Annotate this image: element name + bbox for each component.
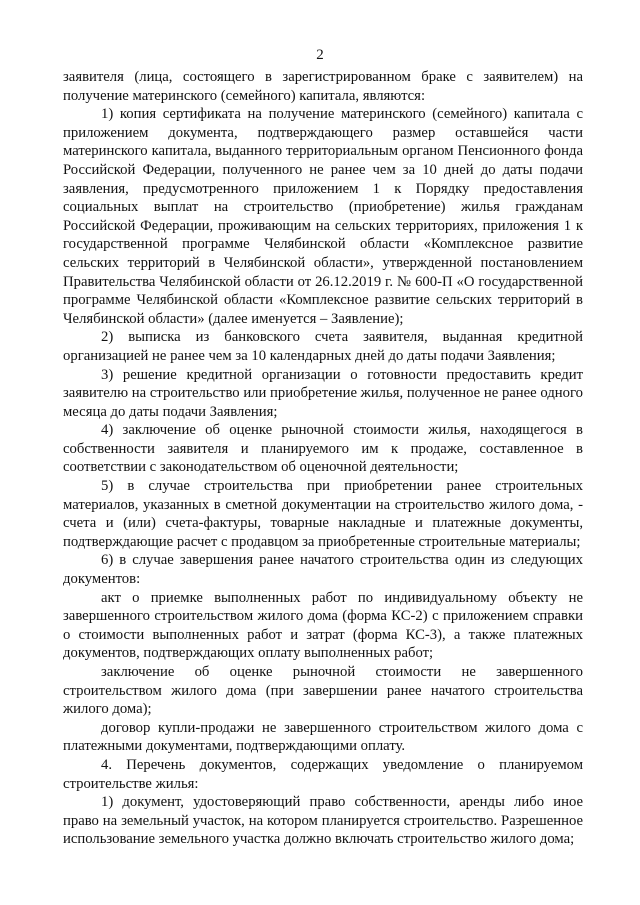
section-4-heading: 4. Перечень документов, содержащих уведомление о планируемом строительстве жилья: (63, 756, 583, 792)
sub-item-acceptance-act: акт о приемке выполненных работ по индивидуальному объекту не завершенного строительством жилого дома (форма КС-2) с приложением справки о стоимости выполненных работ и затрат (форма КС-3), а также платежных документов, подтверждающих оплату выполненных работ; (63, 589, 583, 662)
document-body (63, 68, 583, 849)
list-item-3-credit-decision: 3) решение кредитной организации о готовности предоставить кредит заявителю на строительство или приобретение жилья, полученное не ранее одного месяца до даты подачи Заявления; (63, 366, 583, 420)
section-4-item-1-land-rights: 1) документ, удостоверяющий право собственности, аренды либо иное право на земельный участок, на котором планируется строительство. Разрешенное использование земельного участка должно включать строительство жилого дома; (63, 794, 583, 848)
list-item-1-certificate-copy: 1) копия сертификата на получение материнского (семейного) капитала с приложением документа, подтверждающего размер оставшейся части материнского капитала, выданного территориальным органом Пенсионного фонда Российской Федерации, полученного не ранее чем за 10 дней до даты подачи заявления, предусмотренного приложением 1 к Порядку предоставления социальных выплат на строительство (приобретение) жилья гражданам Российской Федерации, проживающим на сельских территориях, приложения 1 к государственной программе Челябинской области «Комплексное развитие сельских территорий в Челябинской области», утвержденной постановлением Правительства Челябинской области от 26.12.2019 г. № 600-П «О государственной программе Челябинской области «Комплексное развитие сельских территорий в Челябинской области» (далее именуется – Заявление); (63, 106, 583, 327)
page-number: 2 (316, 47, 324, 63)
list-item-4-valuation-report: 4) заключение об оценке рыночной стоимости жилья, находящегося в собственности заявителя и планируемого им к продаже, составленное в соответствии с законодательством об оценочной деятельности; (63, 422, 583, 476)
sub-item-sale-contract: договор купли-продажи не завершенного строительством жилого дома с платежными документами, подтверждающими оплату. (63, 719, 583, 755)
list-item-6-construction-completion: 6) в случае завершения ранее начатого строительства один из следующих документов: (63, 552, 583, 588)
list-item-2-bank-statement: 2) выписка из банковского счета заявителя, выданная кредитной организацией не ранее чем за 10 календарных дней до даты подачи Заявления; (63, 329, 583, 364)
paragraph-continuation: заявителя (лица, состоящего в зарегистрированном браке с заявителем) на получение материнского (семейного) капитала, являются: (63, 69, 583, 104)
list-item-5-materials-invoices: 5) в случае строительства при приобретении ранее строительных материалов, указанных в сметной документации на строительство жилого дома, - счета и (или) счета-фактуры, товарные накладные и платежные документы, подтверждающие расчет с продавцом за приобретенные строительные материалы; (63, 478, 583, 550)
sub-item-valuation-conclusion: заключение об оценке рыночной стоимости не завершенного строительством жилого дома (при завершении ранее начатого строительства жилого дома); (63, 664, 583, 718)
